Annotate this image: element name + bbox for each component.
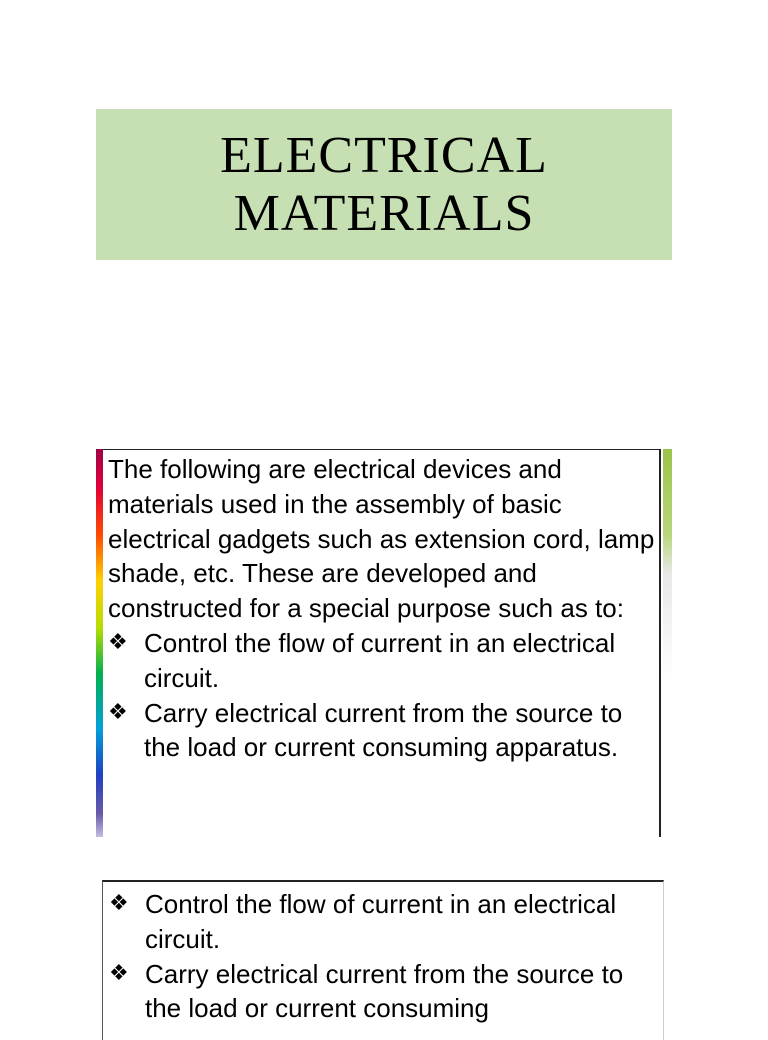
rainbow-edge-decoration bbox=[96, 449, 103, 837]
diamond-bullet-icon: ❖ bbox=[109, 891, 129, 916]
bullet-text: Carry electrical current from the source to the load or current consuming bbox=[145, 958, 624, 1024]
title-banner bbox=[96, 109, 672, 260]
intro-paragraph: The following are electrical devices and materials used in the assembly of basic electrical gadgets such as extension cord, lamp shade, etc. These are developed and constructed for a special purpose such as to: bbox=[108, 454, 655, 624]
slide-text bbox=[108, 452, 660, 765]
diamond-bullet-icon: ❖ bbox=[108, 629, 128, 655]
bullet-text: Control the flow of current in an electrical circuit. bbox=[144, 627, 616, 693]
bullet-text: Control the flow of current in an electrical circuit. bbox=[145, 889, 617, 954]
slide-text bbox=[109, 887, 659, 1026]
title-line-1: ELECTRICAL bbox=[220, 126, 548, 184]
list-item bbox=[109, 887, 659, 957]
list-item bbox=[108, 696, 660, 766]
list-item bbox=[108, 626, 660, 696]
slide-panel-1 bbox=[96, 449, 672, 837]
diamond-bullet-icon: ❖ bbox=[108, 699, 128, 725]
list-item bbox=[109, 957, 659, 1027]
title-line-2: MATERIALS bbox=[233, 184, 535, 242]
right-edge-decoration bbox=[663, 449, 672, 837]
diamond-bullet-icon: ❖ bbox=[109, 960, 129, 986]
bullet-text: Carry electrical current from the source to the load or current consuming apparatus. bbox=[144, 697, 623, 763]
slide-panel-2 bbox=[102, 880, 664, 1040]
